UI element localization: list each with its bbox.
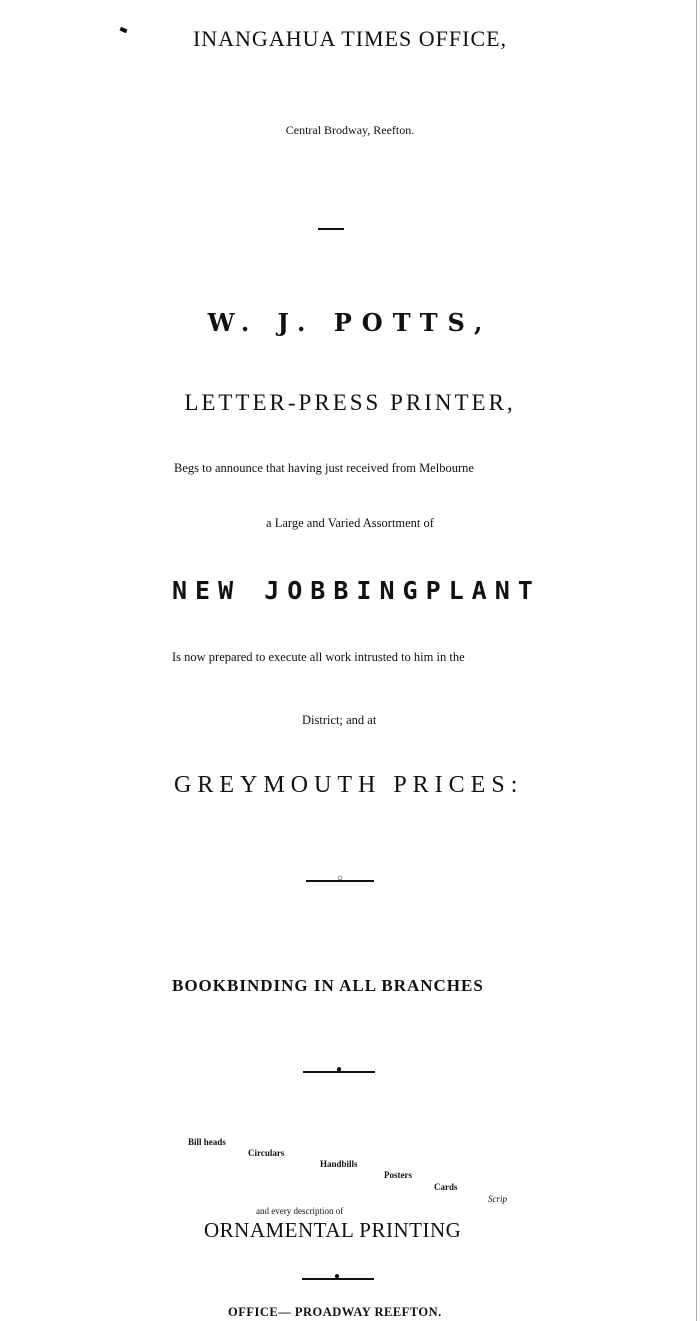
ornamental-printing-heading: ORNAMENTAL PRINTING: [204, 1218, 462, 1242]
prepared-text: Is now prepared to execute all work intrusted to him in the: [172, 650, 465, 664]
office-address: Central Brodway, Reefton.: [285, 123, 415, 137]
office-heading: INANGAHUA TIMES OFFICE,: [192, 26, 508, 51]
bookbinding-heading: BOOKBINDING IN ALL BRANCHES: [172, 976, 484, 995]
item-cards: Cards: [434, 1182, 458, 1192]
divider-rule: [318, 228, 344, 230]
item-scrip: Scrip: [488, 1194, 507, 1204]
assortment-text: a Large and Varied Assortment of: [266, 516, 434, 530]
intro-text: Begs to announce that having just received from Melbourne: [174, 461, 474, 475]
item-handbills: Handbills: [320, 1159, 358, 1169]
office-footer: OFFICE— PROADWAY REEFTON.: [228, 1305, 442, 1319]
trade-title: LETTER-PRESS PRINTER,: [184, 390, 516, 415]
ornament-dot: ○: [337, 873, 344, 884]
district-text: District; and at: [302, 713, 377, 727]
page-edge-line: [696, 0, 697, 1321]
proprietor-name: W. J. POTTS,: [207, 308, 493, 337]
ornament-dot: ●: [336, 1064, 343, 1075]
item-bill-heads: Bill heads: [188, 1137, 226, 1147]
item-circulars: Circulars: [248, 1148, 285, 1158]
every-description-text: and every description of: [256, 1206, 344, 1216]
ornament-dot: ●: [334, 1271, 341, 1282]
jobbing-plant-heading: NEW JOBBINGPLANT: [172, 576, 541, 605]
prices-heading: GREYMOUTH PRICES:: [174, 772, 524, 798]
item-posters: Posters: [384, 1170, 412, 1180]
